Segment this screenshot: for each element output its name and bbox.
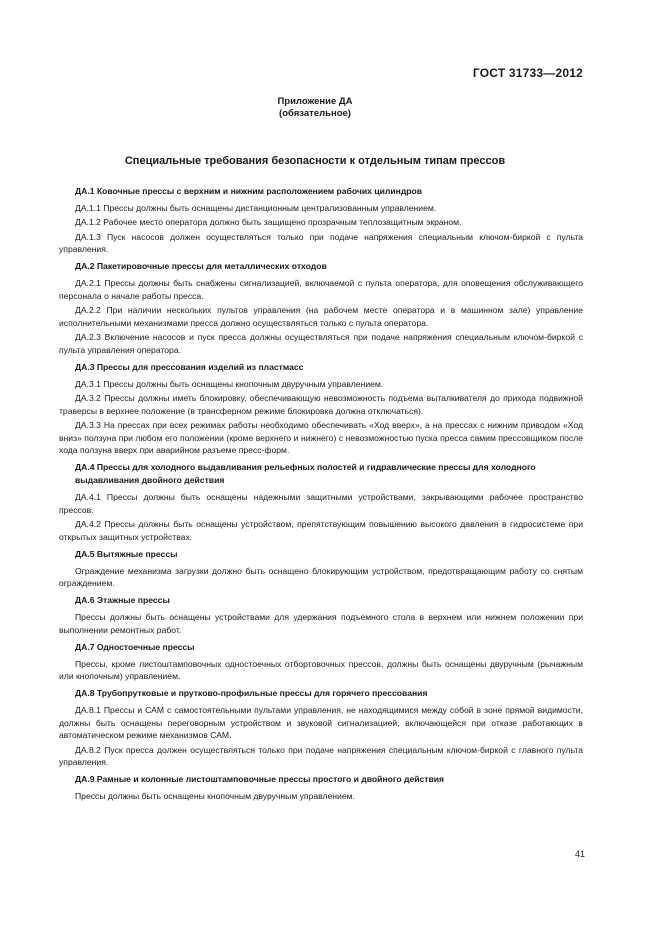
- section-heading: ДА.4 Прессы для холодного выдавливания рельефных полостей и гидравлические прессы для холодного выдавливания двойного действия: [75, 462, 536, 485]
- paragraph: ДА.2.1 Прессы должны быть снабжены сигнализацией, включаемой с пульта оператора, для оповещения обслуживающего персонала о начале работы пресса.: [59, 278, 583, 301]
- paragraph: ДА.1.2 Рабочее место оператора должно быть защищено прозрачным теплозащитным экраном.: [75, 217, 462, 228]
- annex-status: (обязательное): [279, 108, 351, 119]
- section: [59, 461, 583, 543]
- paragraph: ДА.3.1 Прессы должны быть оснащены кнопочным двуручным управлением.: [75, 378, 384, 389]
- paragraph: Ограждение механизма загрузки должно быть оснащено блокирующим устройством, предотвращающим работу со снятым ограждением.: [59, 565, 583, 589]
- section: [59, 260, 583, 356]
- paragraph: ДА.8.1 Прессы и САМ с самостоятельными пультами управления, не находящимися между собой в зоне прямой видимости, должны быть оснащены переговорным устройством и звуковой сигнализацией, включающейся при отказе работающих в автоматическом режиме механизмов САМ.: [59, 705, 583, 741]
- section: [59, 773, 583, 803]
- section-heading: ДА.2 Пакетировочные прессы для металлических отходов: [75, 261, 327, 272]
- paragraph: ДА.4.2 Прессы должны быть оснащены устройством, препятствующим повышению высокого давления в гидросистеме при открытых защитных устройствах.: [59, 518, 583, 542]
- paragraph: ДА.4.1 Прессы должны быть оснащены надежными защитными устройствами, закрывающими рабочее пространство прессов.: [59, 491, 583, 515]
- page-number: 41: [574, 849, 585, 859]
- section: [59, 361, 583, 457]
- page-title: Специальные требования безопасности к отдельным типам прессов: [124, 155, 506, 167]
- paragraph: ДА.3.3 На прессах при всех режимах работы необходимо обеспечивать «Ход вверх», а на прессах с нижним приводом «Ход вниз» ползуна при любом его положении (кроме верхнего и нижнего) с невозможностью пуска пресса самим прессовщиком после хода ползуна вверх при аварийном разъеме пресс-форм.: [59, 420, 583, 456]
- section-heading: ДА.9 Рамные и колонные листоштамповочные прессы простого и двойного действия: [75, 774, 445, 785]
- paragraph: ДА.1.3 Пуск насосов должен осуществляться только при подаче напряжения специальным ключом-биркой с пульта управления.: [59, 231, 583, 255]
- section-heading: ДА.3 Прессы для прессования изделий из пластмасс: [75, 361, 304, 372]
- document-body: [59, 185, 583, 807]
- annex-heading: [0, 96, 630, 120]
- section-heading: ДА.6 Этажные прессы: [75, 595, 170, 606]
- section-heading: ДА.7 Одностоечные прессы: [75, 641, 195, 652]
- annex-name: Приложение ДА: [277, 96, 353, 107]
- paragraph: Прессы должны быть оснащены кнопочным двуручным управлением.: [75, 791, 355, 802]
- section-heading: ДА.1 Ковочные прессы с верхним и нижним расположением рабочих цилиндров: [75, 186, 423, 196]
- section: [59, 548, 583, 590]
- section: [59, 594, 583, 636]
- paragraph: ДА.2.3 Включение насосов и пуск пресса должны осуществляться при подаче напряжения специальным ключом-биркой с пульта управления оператора.: [59, 332, 583, 355]
- standard-code: ГОСТ 31733—2012: [472, 66, 583, 80]
- section-heading: ДА.5 Вытяжные прессы: [75, 548, 178, 559]
- section: [59, 641, 583, 683]
- paragraph: ДА.8.2 Пуск пресса должен осуществляться только при подаче напряжения специальным ключом-биркой с главного пульта управления.: [59, 744, 583, 768]
- section-heading: ДА.8 Трубопрутковые и прутково-профильные прессы для горячего прессования: [75, 688, 428, 699]
- section: [59, 687, 583, 769]
- paragraph: Прессы должны быть оснащены устройствами для удержания подъемного стола в верхнем или нижнем положении при выполнении ремонтных работ.: [59, 612, 583, 635]
- section: [59, 185, 583, 256]
- paragraph: Прессы, кроме листоштамповочных одностоечных отбортовочных прессов, должны быть оснащены двуручным (рычажным или кнопочным) управлением.: [59, 658, 583, 682]
- paragraph: ДА.3.2 Прессы должны иметь блокировку, обеспечивающую невозможность подъема выталкивателя до прихода подвижной траверсы в верхнее положение (в трансферном режиме блокировка должна отключаться).: [59, 393, 583, 416]
- paragraph: ДА.2.2 При наличии нескольких пультов управления (на рабочем месте оператора и в машинном зале) управление исполнительными механизмами пресса должно осуществляться только с пульта оператора.: [59, 305, 583, 328]
- paragraph: ДА.1.1 Прессы должны быть оснащены дистанционным централизованным управлением.: [75, 202, 437, 213]
